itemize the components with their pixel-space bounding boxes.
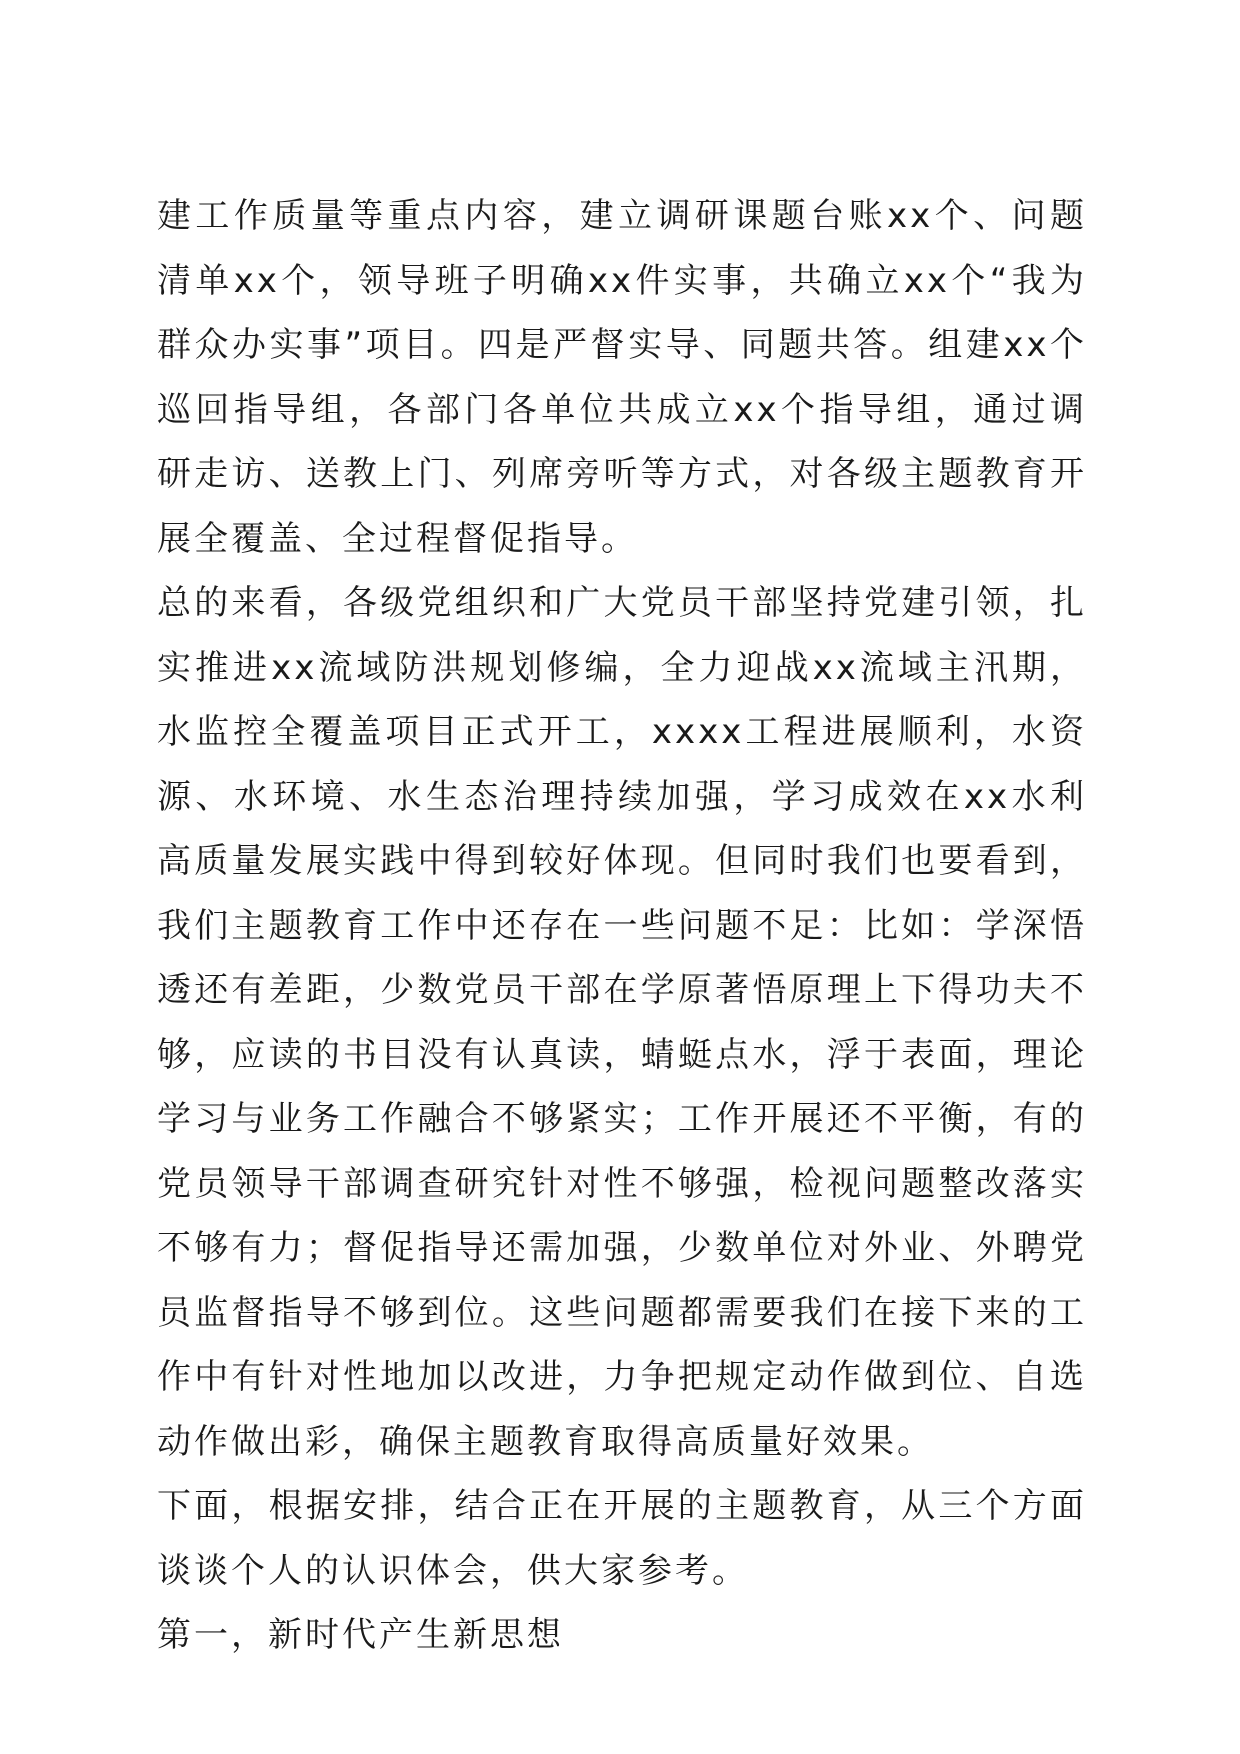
- paragraph-intro: 下面，根据安排，结合正在开展的主题教育，从三个方面谈谈个人的认识体会，供大家参考。: [157, 1486, 1087, 1591]
- paragraph-summary: 总的来看，各级党组织和广大党员干部坚持党建引领，扎实推进xx流域防洪规划修编，全力迎战xx流域主汛期，水监控全覆盖项目正式开工，xxxx工程进展顺利，水资源、水环境、水生态治理持续加强，学习成效在xx水利高质量发展实践中得到较好体现。但同时我们也要看到，我们主题教育工作中还存在一些问题不足：比如：学深悟透还有差距，少数党员干部在学原著悟原理上下得功夫不够，应读的书目没有认真读，蜻蜓点水，浮于表面，理论学习与业务工作融合不够紧实；工作开展还不平衡，有的党员领导干部调查研究针对性不够强，检视问题整改落实不够有力；督促指导还需加强，少数单位对外业、外聘党员监督指导不够到位。这些问题都需要我们在接下来的工作中有针对性地加以改进，力争把规定动作做到位、自选动作做出彩，确保主题教育取得高质量好效果。: [157, 583, 1087, 1462]
- document-body: [157, 184, 1087, 1668]
- paragraph-continuation: 建工作质量等重点内容，建立调研课题台账xx个、问题清单xx个，领导班子明确xx件实事，共确立xx个“我为群众办实事”项目。四是严督实导、同题共答。组建xx个巡回指导组，各部门各单位共成立xx个指导组，通过调研走访、送教上门、列席旁听等方式，对各级主题教育开展全覆盖、全过程督促指导。: [157, 196, 1087, 559]
- section-heading: 第一，新时代产生新思想: [157, 1615, 564, 1655]
